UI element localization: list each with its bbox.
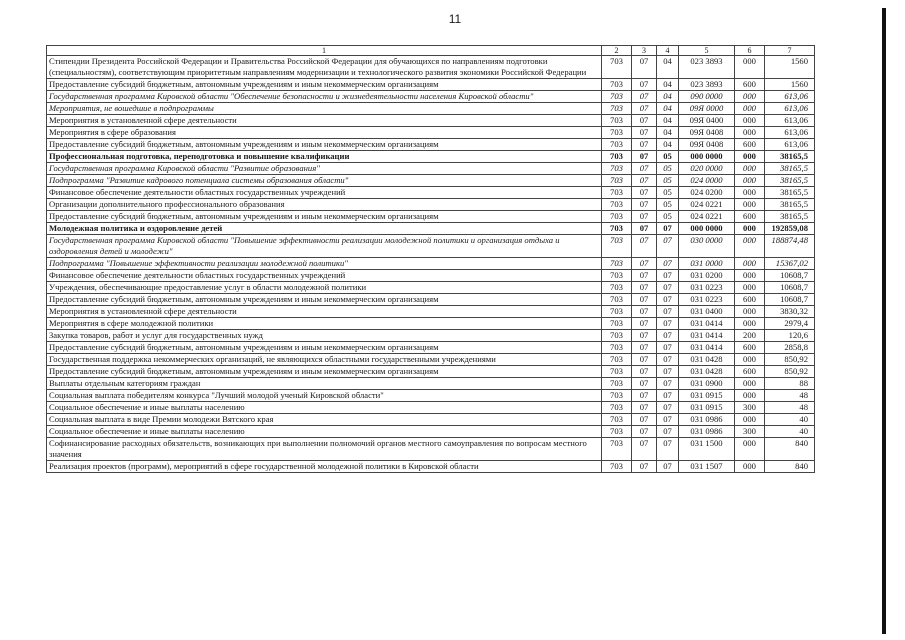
target-article-cell: 031 0915 xyxy=(679,402,735,414)
table-row xyxy=(47,79,815,91)
item-name-cell: Выплаты отдельным категориям граждан xyxy=(47,378,602,390)
section-code-cell: 07 xyxy=(632,139,657,151)
expense-type-cell: 600 xyxy=(735,294,765,306)
ministry-code-cell: 703 xyxy=(602,402,632,414)
expense-type-cell: 000 xyxy=(735,258,765,270)
ministry-code-cell: 703 xyxy=(602,366,632,378)
ministry-code-cell: 703 xyxy=(602,91,632,103)
expense-type-cell: 000 xyxy=(735,390,765,402)
target-article-cell: 031 0223 xyxy=(679,294,735,306)
subsection-code-cell: 07 xyxy=(657,426,679,438)
amount-cell: 10608,7 xyxy=(765,270,815,282)
subsection-code-cell: 04 xyxy=(657,139,679,151)
section-code-cell: 07 xyxy=(632,402,657,414)
expense-type-cell: 000 xyxy=(735,306,765,318)
section-code-cell: 07 xyxy=(632,354,657,366)
ministry-code-cell: 703 xyxy=(602,318,632,330)
ministry-code-cell: 703 xyxy=(602,56,632,79)
amount-cell: 48 xyxy=(765,390,815,402)
item-name-cell: Предоставление субсидий бюджетным, автономным учреждениям и иным некоммерческим организациям xyxy=(47,211,602,223)
subsection-code-cell: 07 xyxy=(657,270,679,282)
subsection-code-cell: 07 xyxy=(657,223,679,235)
expense-type-cell: 200 xyxy=(735,330,765,342)
expense-type-cell: 000 xyxy=(735,127,765,139)
amount-cell: 88 xyxy=(765,378,815,390)
target-article-cell: 023 3893 xyxy=(679,56,735,79)
subsection-code-cell: 07 xyxy=(657,258,679,270)
item-name-cell: Профессиональная подготовка, переподготовка и повышение квалификации xyxy=(47,151,602,163)
section-code-cell: 07 xyxy=(632,390,657,402)
amount-cell: 613,06 xyxy=(765,115,815,127)
subsection-code-cell: 04 xyxy=(657,103,679,115)
table-row xyxy=(47,199,815,211)
expense-type-cell: 000 xyxy=(735,163,765,175)
target-article-cell: 031 0428 xyxy=(679,354,735,366)
item-name-cell: Мероприятия в сфере образования xyxy=(47,127,602,139)
item-name-cell: Предоставление субсидий бюджетным, автономным учреждениям и иным некоммерческим организациям xyxy=(47,366,602,378)
amount-cell: 48 xyxy=(765,402,815,414)
target-article-cell: 09Я 0400 xyxy=(679,115,735,127)
expense-type-cell: 300 xyxy=(735,426,765,438)
amount-cell: 40 xyxy=(765,414,815,426)
table-row xyxy=(47,342,815,354)
section-code-cell: 07 xyxy=(632,330,657,342)
section-code-cell: 07 xyxy=(632,91,657,103)
table-row xyxy=(47,282,815,294)
ministry-code-cell: 703 xyxy=(602,199,632,211)
item-name-cell: Подпрограмма "Развитие кадрового потенциала системы образования области" xyxy=(47,175,602,187)
section-code-cell: 07 xyxy=(632,235,657,258)
amount-cell: 3830,32 xyxy=(765,306,815,318)
section-code-cell: 07 xyxy=(632,56,657,79)
subsection-code-cell: 07 xyxy=(657,294,679,306)
subsection-code-cell: 04 xyxy=(657,115,679,127)
item-name-cell: Государственная программа Кировской области "Развитие образования" xyxy=(47,163,602,175)
subsection-code-cell: 04 xyxy=(657,56,679,79)
item-name-cell: Учреждения, обеспечивающие предоставление услуг в области молодежной политики xyxy=(47,282,602,294)
table-row xyxy=(47,91,815,103)
amount-cell: 38165,5 xyxy=(765,163,815,175)
section-code-cell: 07 xyxy=(632,438,657,461)
amount-cell: 1560 xyxy=(765,79,815,91)
table-row xyxy=(47,211,815,223)
expense-type-cell: 000 xyxy=(735,414,765,426)
item-name-cell: Государственная поддержка некоммерческих организаций, не являющихся областными государственными учреждениями xyxy=(47,354,602,366)
ministry-code-cell: 703 xyxy=(602,103,632,115)
ministry-code-cell: 703 xyxy=(602,151,632,163)
expense-type-cell: 000 xyxy=(735,318,765,330)
expense-type-cell: 000 xyxy=(735,91,765,103)
section-code-cell: 07 xyxy=(632,282,657,294)
expense-type-cell: 300 xyxy=(735,402,765,414)
header-cell: 6 xyxy=(735,46,765,56)
amount-cell: 38165,5 xyxy=(765,187,815,199)
expense-type-cell: 000 xyxy=(735,223,765,235)
subsection-code-cell: 05 xyxy=(657,151,679,163)
table-row xyxy=(47,163,815,175)
table-row xyxy=(47,461,815,473)
table-row xyxy=(47,402,815,414)
subsection-code-cell: 07 xyxy=(657,235,679,258)
expense-type-cell: 000 xyxy=(735,175,765,187)
target-article-cell: 090 0000 xyxy=(679,91,735,103)
amount-cell: 38165,5 xyxy=(765,175,815,187)
subsection-code-cell: 05 xyxy=(657,199,679,211)
item-name-cell: Реализация проектов (программ), мероприятий в сфере государственной молодежной политики в Кировской области xyxy=(47,461,602,473)
ministry-code-cell: 703 xyxy=(602,139,632,151)
amount-cell: 38165,5 xyxy=(765,151,815,163)
item-name-cell: Социальное обеспечение и иные выплаты населению xyxy=(47,402,602,414)
item-name-cell: Закупка товаров, работ и услуг для государственных нужд xyxy=(47,330,602,342)
section-code-cell: 07 xyxy=(632,258,657,270)
section-code-cell: 07 xyxy=(632,223,657,235)
target-article-cell: 031 0915 xyxy=(679,390,735,402)
table-row xyxy=(47,127,815,139)
amount-cell: 850,92 xyxy=(765,354,815,366)
section-code-cell: 07 xyxy=(632,378,657,390)
subsection-code-cell: 04 xyxy=(657,79,679,91)
item-name-cell: Мероприятия в установленной сфере деятельности xyxy=(47,306,602,318)
header-cell: 1 xyxy=(47,46,602,56)
section-code-cell: 07 xyxy=(632,103,657,115)
table-row xyxy=(47,235,815,258)
expense-type-cell: 000 xyxy=(735,115,765,127)
budget-table xyxy=(46,45,815,473)
subsection-code-cell: 07 xyxy=(657,342,679,354)
table-row xyxy=(47,438,815,461)
subsection-code-cell: 07 xyxy=(657,402,679,414)
amount-cell: 192859,08 xyxy=(765,223,815,235)
section-code-cell: 07 xyxy=(632,306,657,318)
table-row xyxy=(47,354,815,366)
subsection-code-cell: 07 xyxy=(657,306,679,318)
ministry-code-cell: 703 xyxy=(602,163,632,175)
expense-type-cell: 000 xyxy=(735,282,765,294)
section-code-cell: 07 xyxy=(632,187,657,199)
subsection-code-cell: 07 xyxy=(657,378,679,390)
table-row xyxy=(47,175,815,187)
ministry-code-cell: 703 xyxy=(602,330,632,342)
expense-type-cell: 600 xyxy=(735,366,765,378)
subsection-code-cell: 07 xyxy=(657,390,679,402)
table-row xyxy=(47,223,815,235)
expense-type-cell: 000 xyxy=(735,199,765,211)
ministry-code-cell: 703 xyxy=(602,127,632,139)
target-article-cell: 024 0200 xyxy=(679,187,735,199)
target-article-cell: 024 0221 xyxy=(679,211,735,223)
ministry-code-cell: 703 xyxy=(602,342,632,354)
ministry-code-cell: 703 xyxy=(602,235,632,258)
item-name-cell: Предоставление субсидий бюджетным, автономным учреждениям и иным некоммерческим организациям xyxy=(47,139,602,151)
table-row xyxy=(47,414,815,426)
expense-type-cell: 000 xyxy=(735,235,765,258)
header-cell: 7 xyxy=(765,46,815,56)
target-article-cell: 09Я 0408 xyxy=(679,127,735,139)
header-cell: 4 xyxy=(657,46,679,56)
table-row xyxy=(47,318,815,330)
target-article-cell: 024 0000 xyxy=(679,175,735,187)
item-name-cell: Предоставление субсидий бюджетным, автономным учреждениям и иным некоммерческим организациям xyxy=(47,342,602,354)
ministry-code-cell: 703 xyxy=(602,79,632,91)
ministry-code-cell: 703 xyxy=(602,258,632,270)
section-code-cell: 07 xyxy=(632,461,657,473)
ministry-code-cell: 703 xyxy=(602,294,632,306)
table-row xyxy=(47,139,815,151)
expense-type-cell: 000 xyxy=(735,438,765,461)
amount-cell: 850,92 xyxy=(765,366,815,378)
item-name-cell: Социальная выплата в виде Премии молодежи Вятского края xyxy=(47,414,602,426)
expense-type-cell: 000 xyxy=(735,378,765,390)
table-row xyxy=(47,366,815,378)
subsection-code-cell: 07 xyxy=(657,438,679,461)
table-row xyxy=(47,258,815,270)
subsection-code-cell: 07 xyxy=(657,282,679,294)
table-row xyxy=(47,270,815,282)
amount-cell: 840 xyxy=(765,461,815,473)
ministry-code-cell: 703 xyxy=(602,426,632,438)
item-name-cell: Предоставление субсидий бюджетным, автономным учреждениям и иным некоммерческим организациям xyxy=(47,294,602,306)
expense-type-cell: 000 xyxy=(735,187,765,199)
section-code-cell: 07 xyxy=(632,199,657,211)
amount-cell: 120,6 xyxy=(765,330,815,342)
section-code-cell: 07 xyxy=(632,366,657,378)
section-code-cell: 07 xyxy=(632,79,657,91)
target-article-cell: 000 0000 xyxy=(679,223,735,235)
table-row xyxy=(47,426,815,438)
section-code-cell: 07 xyxy=(632,426,657,438)
item-name-cell: Государственная программа Кировской области "Повышение эффективности реализации молодежной политики и организация отдыха и оздоровления детей и молодежи" xyxy=(47,235,602,258)
expense-type-cell: 600 xyxy=(735,139,765,151)
expense-type-cell: 600 xyxy=(735,211,765,223)
expense-type-cell: 000 xyxy=(735,103,765,115)
amount-cell: 38165,5 xyxy=(765,199,815,211)
item-name-cell: Финансовое обеспечение деятельности областных государственных учреждений xyxy=(47,187,602,199)
ministry-code-cell: 703 xyxy=(602,438,632,461)
subsection-code-cell: 07 xyxy=(657,461,679,473)
subsection-code-cell: 05 xyxy=(657,211,679,223)
target-article-cell: 000 0000 xyxy=(679,151,735,163)
subsection-code-cell: 07 xyxy=(657,318,679,330)
amount-cell: 613,06 xyxy=(765,91,815,103)
target-article-cell: 031 0223 xyxy=(679,282,735,294)
header-cell: 3 xyxy=(632,46,657,56)
ministry-code-cell: 703 xyxy=(602,175,632,187)
item-name-cell: Социальное обеспечение и иные выплаты населению xyxy=(47,426,602,438)
amount-cell: 10608,7 xyxy=(765,282,815,294)
column-number-header-row xyxy=(47,46,815,56)
ministry-code-cell: 703 xyxy=(602,390,632,402)
table-row xyxy=(47,103,815,115)
table-row xyxy=(47,115,815,127)
expense-type-cell: 000 xyxy=(735,354,765,366)
expense-type-cell: 000 xyxy=(735,461,765,473)
item-name-cell: Государственная программа Кировской области "Обеспечение безопасности и жизнедеятельности населения Кировской области" xyxy=(47,91,602,103)
subsection-code-cell: 04 xyxy=(657,91,679,103)
target-article-cell: 09Я 0408 xyxy=(679,139,735,151)
section-code-cell: 07 xyxy=(632,318,657,330)
expense-type-cell: 600 xyxy=(735,342,765,354)
amount-cell: 1560 xyxy=(765,56,815,79)
section-code-cell: 07 xyxy=(632,163,657,175)
target-article-cell: 031 1507 xyxy=(679,461,735,473)
amount-cell: 38165,5 xyxy=(765,211,815,223)
expense-type-cell: 000 xyxy=(735,270,765,282)
subsection-code-cell: 05 xyxy=(657,163,679,175)
section-code-cell: 07 xyxy=(632,127,657,139)
amount-cell: 2858,8 xyxy=(765,342,815,354)
expense-type-cell: 000 xyxy=(735,151,765,163)
target-article-cell: 031 0986 xyxy=(679,426,735,438)
target-article-cell: 024 0221 xyxy=(679,199,735,211)
amount-cell: 2979,4 xyxy=(765,318,815,330)
target-article-cell: 031 0428 xyxy=(679,366,735,378)
ministry-code-cell: 703 xyxy=(602,461,632,473)
ministry-code-cell: 703 xyxy=(602,211,632,223)
section-code-cell: 07 xyxy=(632,115,657,127)
target-article-cell: 031 0414 xyxy=(679,342,735,354)
table-row xyxy=(47,294,815,306)
table-row xyxy=(47,187,815,199)
ministry-code-cell: 703 xyxy=(602,270,632,282)
amount-cell: 840 xyxy=(765,438,815,461)
amount-cell: 40 xyxy=(765,426,815,438)
subsection-code-cell: 04 xyxy=(657,127,679,139)
item-name-cell: Мероприятия, не вошедшие в подпрограммы xyxy=(47,103,602,115)
amount-cell: 10608,7 xyxy=(765,294,815,306)
ministry-code-cell: 703 xyxy=(602,354,632,366)
header-cell: 2 xyxy=(602,46,632,56)
target-article-cell: 031 0200 xyxy=(679,270,735,282)
header-cell: 5 xyxy=(679,46,735,56)
item-name-cell: Молодежная политика и оздоровление детей xyxy=(47,223,602,235)
item-name-cell: Социальная выплата победителям конкурса "Лучший молодой ученый Кировской области" xyxy=(47,390,602,402)
target-article-cell: 020 0000 xyxy=(679,163,735,175)
subsection-code-cell: 07 xyxy=(657,414,679,426)
table-row xyxy=(47,378,815,390)
scan-edge-bar xyxy=(882,8,886,634)
target-article-cell: 031 0400 xyxy=(679,306,735,318)
item-name-cell: Мероприятия в сфере молодежной политики xyxy=(47,318,602,330)
item-name-cell: Предоставление субсидий бюджетным, автономным учреждениям и иным некоммерческим организациям xyxy=(47,79,602,91)
amount-cell: 15367,02 xyxy=(765,258,815,270)
subsection-code-cell: 07 xyxy=(657,330,679,342)
target-article-cell: 09Я 0000 xyxy=(679,103,735,115)
table-row xyxy=(47,151,815,163)
subsection-code-cell: 07 xyxy=(657,366,679,378)
subsection-code-cell: 05 xyxy=(657,175,679,187)
ministry-code-cell: 703 xyxy=(602,282,632,294)
item-name-cell: Софинансирование расходных обязательств, возникающих при выполнении полномочий органов местного самоуправления по вопросам местного значения xyxy=(47,438,602,461)
section-code-cell: 07 xyxy=(632,342,657,354)
table-row xyxy=(47,330,815,342)
item-name-cell: Стипендии Президента Российской Федерации и Правительства Российской Федерации для обучающихся по направлениям подготовки (специальностям), соответствующим приоритетным направлениям модернизации и технологического развития экономики Российской Федерации xyxy=(47,56,602,79)
page-number: 11 xyxy=(448,12,462,26)
amount-cell: 613,06 xyxy=(765,127,815,139)
expense-type-cell: 600 xyxy=(735,79,765,91)
amount-cell: 613,06 xyxy=(765,103,815,115)
section-code-cell: 07 xyxy=(632,175,657,187)
table-row xyxy=(47,306,815,318)
ministry-code-cell: 703 xyxy=(602,187,632,199)
section-code-cell: 07 xyxy=(632,270,657,282)
target-article-cell: 030 0000 xyxy=(679,235,735,258)
table-row xyxy=(47,390,815,402)
target-article-cell: 031 1500 xyxy=(679,438,735,461)
ministry-code-cell: 703 xyxy=(602,115,632,127)
ministry-code-cell: 703 xyxy=(602,414,632,426)
target-article-cell: 031 0900 xyxy=(679,378,735,390)
section-code-cell: 07 xyxy=(632,294,657,306)
target-article-cell: 031 0986 xyxy=(679,414,735,426)
expense-type-cell: 000 xyxy=(735,56,765,79)
section-code-cell: 07 xyxy=(632,151,657,163)
section-code-cell: 07 xyxy=(632,414,657,426)
subsection-code-cell: 05 xyxy=(657,187,679,199)
subsection-code-cell: 07 xyxy=(657,354,679,366)
item-name-cell: Подпрограмма "Повышение эффективности реализации молодежной политики" xyxy=(47,258,602,270)
item-name-cell: Мероприятия в установленной сфере деятельности xyxy=(47,115,602,127)
item-name-cell: Финансовое обеспечение деятельности областных государственных учреждений xyxy=(47,270,602,282)
target-article-cell: 031 0000 xyxy=(679,258,735,270)
amount-cell: 613,06 xyxy=(765,139,815,151)
ministry-code-cell: 703 xyxy=(602,306,632,318)
amount-cell: 188874,48 xyxy=(765,235,815,258)
ministry-code-cell: 703 xyxy=(602,223,632,235)
table-row xyxy=(47,56,815,79)
target-article-cell: 031 0414 xyxy=(679,318,735,330)
ministry-code-cell: 703 xyxy=(602,378,632,390)
target-article-cell: 031 0414 xyxy=(679,330,735,342)
item-name-cell: Организации дополнительного профессионального образования xyxy=(47,199,602,211)
target-article-cell: 023 3893 xyxy=(679,79,735,91)
section-code-cell: 07 xyxy=(632,211,657,223)
